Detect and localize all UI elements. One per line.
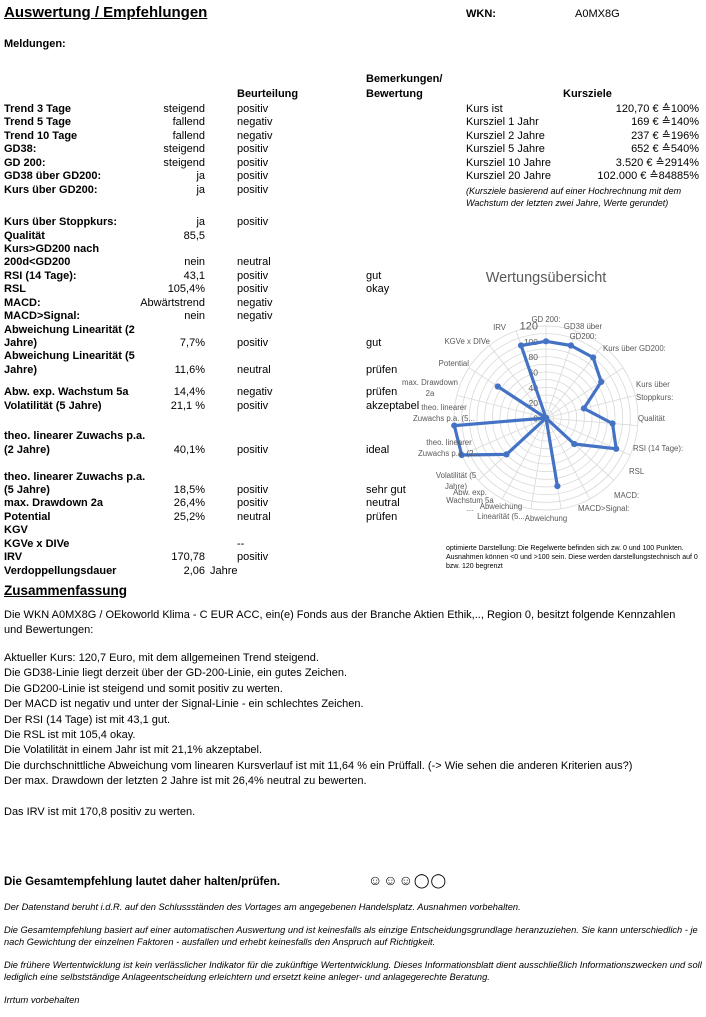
disclaimer-paragraph: Die frühere Wertentwicklung ist kein verlässlicher Indikator für die zukünftige Wertentwicklung. Dieses Informationsblatt dient ausschließlich Informationszwecken und soll lediglich eine selbstständige Anlageentscheidung erleichtern und ersetzt keine anleger- und anlagegerechte Beratung.: [4, 959, 702, 983]
radar-axis-label: MACD>Signal:: [578, 504, 630, 513]
row-value: ja: [196, 170, 205, 183]
row-value: 2,06: [183, 564, 205, 577]
radar-marker: [543, 415, 549, 421]
row-label: RSI (14 Tage):: [4, 269, 77, 282]
table-row: [0, 157, 450, 170]
row-beurteilung: --: [237, 537, 245, 550]
row-beurteilung: positiv: [237, 399, 269, 412]
radar-axis-label: theo. linearer Zuwachs p.a. (2...: [418, 438, 480, 458]
radar-chart-container: [393, 260, 706, 550]
page-title: Auswertung / Empfehlungen: [4, 4, 208, 21]
row-value: 105,4%: [167, 283, 205, 296]
row-value: steigend: [163, 103, 205, 115]
kursziel-row: [466, 143, 699, 156]
table-row: [0, 337, 450, 350]
table-row: [0, 197, 450, 216]
disclaimer-block: [4, 901, 704, 1017]
radar-marker: [518, 342, 524, 348]
radar-axis-label: RSI (14 Tage):: [633, 444, 684, 453]
table-row: [0, 524, 450, 537]
radar-tick-label: 120: [519, 320, 538, 333]
row-label: Abweichung Linearität (5: [4, 350, 135, 363]
kursziel-value: 237 € ≙196%: [631, 129, 699, 142]
radar-axis-label: Qualität: [638, 414, 665, 423]
row-label: KGVe x DIVe: [4, 537, 70, 550]
row-beurteilung: positiv: [237, 170, 269, 183]
kursziel-row: [466, 130, 699, 143]
radar-marker: [554, 483, 560, 489]
radar-marker: [543, 338, 549, 344]
row-value: 40,1%: [173, 443, 205, 456]
row-label: MACD:: [4, 296, 41, 309]
radar-marker: [495, 383, 501, 389]
summary-line: Der MACD ist negativ und unter der Signal-Linie - ein schlechtes Zeichen.: [4, 698, 364, 711]
row-value: 7,7%: [179, 337, 205, 349]
table-row: [0, 324, 450, 337]
row-value: fallend: [172, 129, 205, 142]
radar-axis-label: Kurs über Stoppkurs:: [636, 380, 674, 402]
row-label: 200d<GD200: [4, 256, 71, 269]
row-value: 25,2%: [173, 510, 205, 523]
row-label: RSL: [4, 283, 26, 296]
row-bewertung: gut: [366, 269, 382, 282]
summary-line: Die GD200-Linie ist steigend und somit positiv zu werten.: [4, 682, 283, 695]
table-row: [0, 116, 450, 129]
radar-marker: [451, 423, 457, 429]
table-row: [0, 243, 450, 256]
radar-axis-label: GD 200:: [531, 315, 561, 324]
radar-axis-label: Abweichung: [524, 514, 568, 523]
row-label: Kurs über GD200:: [4, 183, 98, 196]
kursziele-note: (Kursziele basierend auf einer Hochrechnung mit dem Wachstum der letzten zwei Jahre, Werte gerundet): [466, 186, 682, 208]
row-value: ja: [196, 183, 205, 196]
row-beurteilung: positiv: [237, 156, 269, 169]
radar-marker: [581, 405, 587, 411]
wkn-value: A0MX8G: [575, 8, 620, 20]
table-row: [0, 377, 450, 386]
table-row: [0, 297, 450, 310]
row-label: Trend 5 Tage: [4, 116, 72, 129]
row-bewertung: prüfen: [366, 386, 398, 399]
row-beurteilung: positiv: [237, 183, 269, 196]
row-beurteilung: negativ: [237, 116, 273, 129]
row-label: KGV: [4, 524, 28, 537]
kursziele-title: Kursziele: [563, 88, 612, 100]
table-row: [0, 565, 450, 578]
summary-line: [4, 790, 704, 805]
row-beurteilung: neutral: [237, 510, 271, 523]
row-label: (5 Jahre): [4, 483, 50, 496]
row-beurteilung: positiv: [237, 497, 269, 510]
table-row: [0, 270, 450, 283]
row-beurteilung: positiv: [237, 483, 269, 496]
radar-tick-label: 40: [528, 382, 538, 393]
kursziel-label: Kursziel 20 Jahre: [466, 170, 551, 183]
row-label: GD38 über GD200:: [4, 170, 102, 183]
row-beurteilung: positiv: [237, 143, 269, 156]
radar-chart-footnote: optimierte Darstellung: Die Regelwerte befinden sich zw. 0 und 100 Punkten. Ausnahmen können <0 und >100 sein. Diese werden darstellungstechnisch auf 0 bzw. 120 begrenzt: [446, 545, 698, 570]
row-label: max. Drawdown 2a: [4, 497, 104, 510]
row-label: Kurs über Stoppkurs:: [4, 216, 118, 229]
summary-line: Der RSI (14 Tage) ist mit 43,1 gut.: [4, 713, 171, 726]
radar-marker: [609, 420, 615, 426]
zusammenfassung-intro: Die WKN A0MX8G / OEkoworld Klima - C EUR ACC, ein(e) Fonds aus der Branche Aktien Ethik,.., Region 0, besitzt folgende Kennzahlen und Bewertungen:: [4, 609, 676, 637]
row-beurteilung: positiv: [237, 443, 269, 456]
disclaimer-paragraph: Irrtum vorbehalten: [4, 994, 80, 1005]
table-row: [0, 497, 450, 510]
chart-title: Wertungsübersicht: [485, 270, 607, 286]
row-value: 11,6%: [174, 363, 205, 376]
kursziele-table: [466, 103, 699, 184]
row-beurteilung: neutral: [237, 256, 271, 269]
row-bewertung: prüfen: [366, 363, 398, 376]
row-value: 170,78: [171, 551, 205, 564]
table-row: [0, 386, 450, 399]
radar-tick-label: 60: [528, 367, 538, 378]
row-value: nein: [184, 256, 205, 269]
zusammenfassung-heading: Zusammenfassung: [4, 583, 128, 598]
row-label: Jahre): [4, 337, 38, 349]
table-row: [0, 170, 450, 183]
row-label: Jahre): [4, 363, 38, 376]
radar-tick-label: 100: [523, 336, 538, 347]
radar-axis-label: max. Drawdown 2a: [402, 378, 458, 398]
kursziel-label: Kursziel 2 Jahre: [466, 129, 545, 142]
wkn-label: WKN:: [466, 8, 496, 20]
summary-line: Der max. Drawdown der letzten 2 Jahre ist mit 26,4% neutral zu bewerten.: [4, 775, 367, 788]
table-row: [0, 444, 450, 457]
radar-axis-label: KGVe x DIVe: [444, 337, 490, 346]
radar-tick-label: 0: [533, 413, 538, 424]
table-row: [0, 457, 450, 470]
summary-line: Die GD38-Linie liegt derzeit über der GD-200-Linie, ein gutes Zeichen.: [4, 667, 348, 680]
summary-line: Die durchschnittliche Abweichung vom linearen Kursverlauf ist mit 11,64 % ein Prüffall. (-> Wie sehen die anderen Kriterien aus?): [4, 759, 633, 772]
row-value-suffix: Jahre: [210, 564, 238, 577]
row-value: nein: [184, 310, 205, 323]
kursziel-label: Kursziel 5 Jahre: [466, 143, 545, 156]
radar-marker: [571, 441, 577, 447]
row-value: steigend: [163, 143, 205, 156]
row-label: MACD>Signal:: [4, 310, 81, 323]
row-label: Trend 10 Tage: [4, 129, 78, 142]
radar-axis-label: Abw. exp. Wachstum 5a ...: [446, 488, 494, 513]
row-beurteilung: positiv: [237, 283, 269, 296]
row-label: Volatilität (5 Jahre): [4, 399, 102, 412]
zusammenfassung-lines: [4, 651, 704, 820]
row-beurteilung: neutral: [237, 363, 271, 376]
radar-marker: [590, 354, 596, 360]
row-beurteilung: positiv: [237, 551, 269, 564]
row-label: GD38:: [4, 143, 37, 156]
kursziel-value: 120,70 € ≙100%: [615, 103, 699, 115]
row-bewertung: gut: [366, 337, 382, 349]
radar-marker: [613, 446, 619, 452]
row-beurteilung: negativ: [237, 296, 273, 309]
row-bewertung: sehr gut: [366, 483, 406, 496]
row-label: Trend 3 Tage: [4, 103, 72, 115]
row-label: (2 Jahre): [4, 443, 50, 456]
column-header-beurteilung: Beurteilung: [237, 88, 299, 100]
table-row: [0, 413, 450, 430]
column-header-bewertung: Bewertung: [366, 88, 423, 100]
kursziel-value: 169 € ≙140%: [631, 116, 699, 129]
row-bewertung: akzeptabel: [366, 399, 420, 412]
radar-axis-label: theo. linearer Zuwachs p.a. (5...: [413, 403, 475, 423]
row-bewertung: neutral: [366, 497, 400, 510]
kursziel-value: 102.000 € ≙84885%: [597, 170, 699, 183]
row-label: theo. linearer Zuwachs p.a.: [4, 430, 146, 443]
radar-tick-label: 20: [528, 398, 538, 409]
row-label: GD 200:: [4, 156, 46, 169]
row-label: Abw. exp. Wachstum 5a: [4, 386, 129, 399]
kursziel-row: [466, 103, 699, 116]
row-beurteilung: positiv: [237, 216, 269, 229]
row-label: Verdoppellungsdauer: [4, 564, 117, 577]
kursziel-value: 3.520 € ≙2914%: [615, 156, 699, 169]
row-label: Kurs>GD200 nach: [4, 242, 100, 255]
kursziel-row: [466, 116, 699, 129]
kursziel-row: [466, 170, 699, 183]
table-row: [0, 103, 450, 116]
disclaimer-paragraph: Der Datenstand beruht i.d.R. auf den Schlussständen des Vortages am angegebenen Handelsplatz. Ausnahmen vorbehalten.: [4, 902, 521, 912]
row-label: theo. linearer Zuwachs p.a.: [4, 470, 146, 483]
radar-marker: [568, 342, 574, 348]
summary-line: Aktueller Kurs: 120,7 Euro, mit dem allgemeinen Trend steigend.: [4, 652, 319, 664]
table-row: [0, 350, 450, 363]
kursziel-row: [466, 157, 699, 170]
radar-axis-label: Potential: [438, 359, 469, 368]
row-value: 85,5: [183, 229, 205, 242]
row-label: IRV: [4, 551, 23, 564]
radar-axis-label: GD38 über GD200:: [563, 322, 603, 341]
radar-marker: [598, 379, 604, 385]
row-label: Abweichung Linearität (2: [4, 323, 135, 336]
row-value: steigend: [163, 156, 205, 169]
row-value: 26,4%: [173, 497, 205, 510]
row-beurteilung: negativ: [237, 386, 273, 399]
kursziel-label: Kurs ist: [466, 103, 503, 115]
table-row: [0, 130, 450, 143]
radar-axis-label: IRV: [493, 323, 506, 332]
indicator-table: [0, 103, 450, 578]
table-row: [0, 471, 450, 484]
table-row: [0, 511, 450, 524]
row-beurteilung: positiv: [237, 269, 269, 282]
table-row: [0, 430, 450, 443]
table-row: [0, 256, 450, 269]
row-bewertung: okay: [366, 283, 390, 296]
rating-symbols: ☺☺☺◯◯: [368, 872, 448, 888]
disclaimer-paragraph: Die Gesamtempfehlung basiert auf einer automatischen Auswertung und ist keinesfalls als einzige Entscheidungsgrundlage heranzuziehen. Sie kann unterschiedlich - je nach Gewichtung der einzelnen Faktoren - ausfallen und erhebt keinesfalls den Anspruch auf Richtigkeit.: [4, 924, 698, 948]
radar-axis-label: Volatilität (5 Jahre): [435, 471, 477, 491]
table-row: [0, 551, 450, 564]
kursziel-value: 652 € ≙540%: [631, 143, 699, 156]
summary-line: Die Volatilität in einem Jahr ist mit 21,1% akzeptabel.: [4, 744, 263, 757]
gesamtempfehlung-text: Die Gesamtempfehlung lautet daher halten/prüfen.: [4, 876, 281, 888]
row-value: Abwärtstrend: [140, 296, 205, 309]
row-value: ja: [196, 216, 205, 229]
table-row: [0, 310, 450, 323]
table-row: [0, 364, 450, 377]
summary-line: Das IRV ist mit 170,8 positiv zu werten.: [4, 806, 196, 819]
radar-marker: [503, 451, 509, 457]
row-value: 14,4%: [173, 386, 205, 399]
table-row: [0, 538, 450, 551]
table-row: [0, 230, 450, 243]
table-row: [0, 283, 450, 296]
row-beurteilung: positiv: [237, 103, 269, 115]
row-bewertung: ideal: [366, 443, 390, 456]
radar-tick-label: 80: [528, 352, 538, 363]
row-bewertung: prüfen: [366, 510, 398, 523]
row-beurteilung: positiv: [237, 337, 269, 349]
radar-axis-label: MACD:: [614, 491, 640, 500]
row-value: 18,5%: [173, 483, 205, 496]
radar-axis-label: RSL: [629, 467, 645, 476]
row-label: Qualität: [4, 229, 45, 242]
table-row: [0, 216, 450, 229]
radar-axis-label: Abweichung Linearität (5...: [477, 502, 525, 521]
summary-line: Die RSL ist mit 105,4 okay.: [4, 729, 136, 742]
radar-axis-label: Kurs über GD200:: [603, 344, 666, 353]
row-beurteilung: negativ: [237, 310, 273, 323]
kursziel-label: Kursziel 1 Jahr: [466, 116, 539, 129]
column-header-bemerkungen: Bemerkungen/: [366, 73, 443, 85]
row-label: Potential: [4, 510, 51, 523]
row-value: 21,1 %: [170, 399, 205, 412]
row-value: fallend: [172, 116, 205, 129]
row-beurteilung: negativ: [237, 129, 273, 142]
radar-chart: [393, 260, 706, 550]
table-row: [0, 184, 450, 197]
meldungen-label: Meldungen:: [4, 38, 66, 50]
row-value: 43,1: [183, 269, 205, 282]
table-row: [0, 400, 450, 413]
kursziel-label: Kursziel 10 Jahre: [466, 156, 551, 169]
table-row: [0, 484, 450, 497]
table-row: [0, 143, 450, 156]
